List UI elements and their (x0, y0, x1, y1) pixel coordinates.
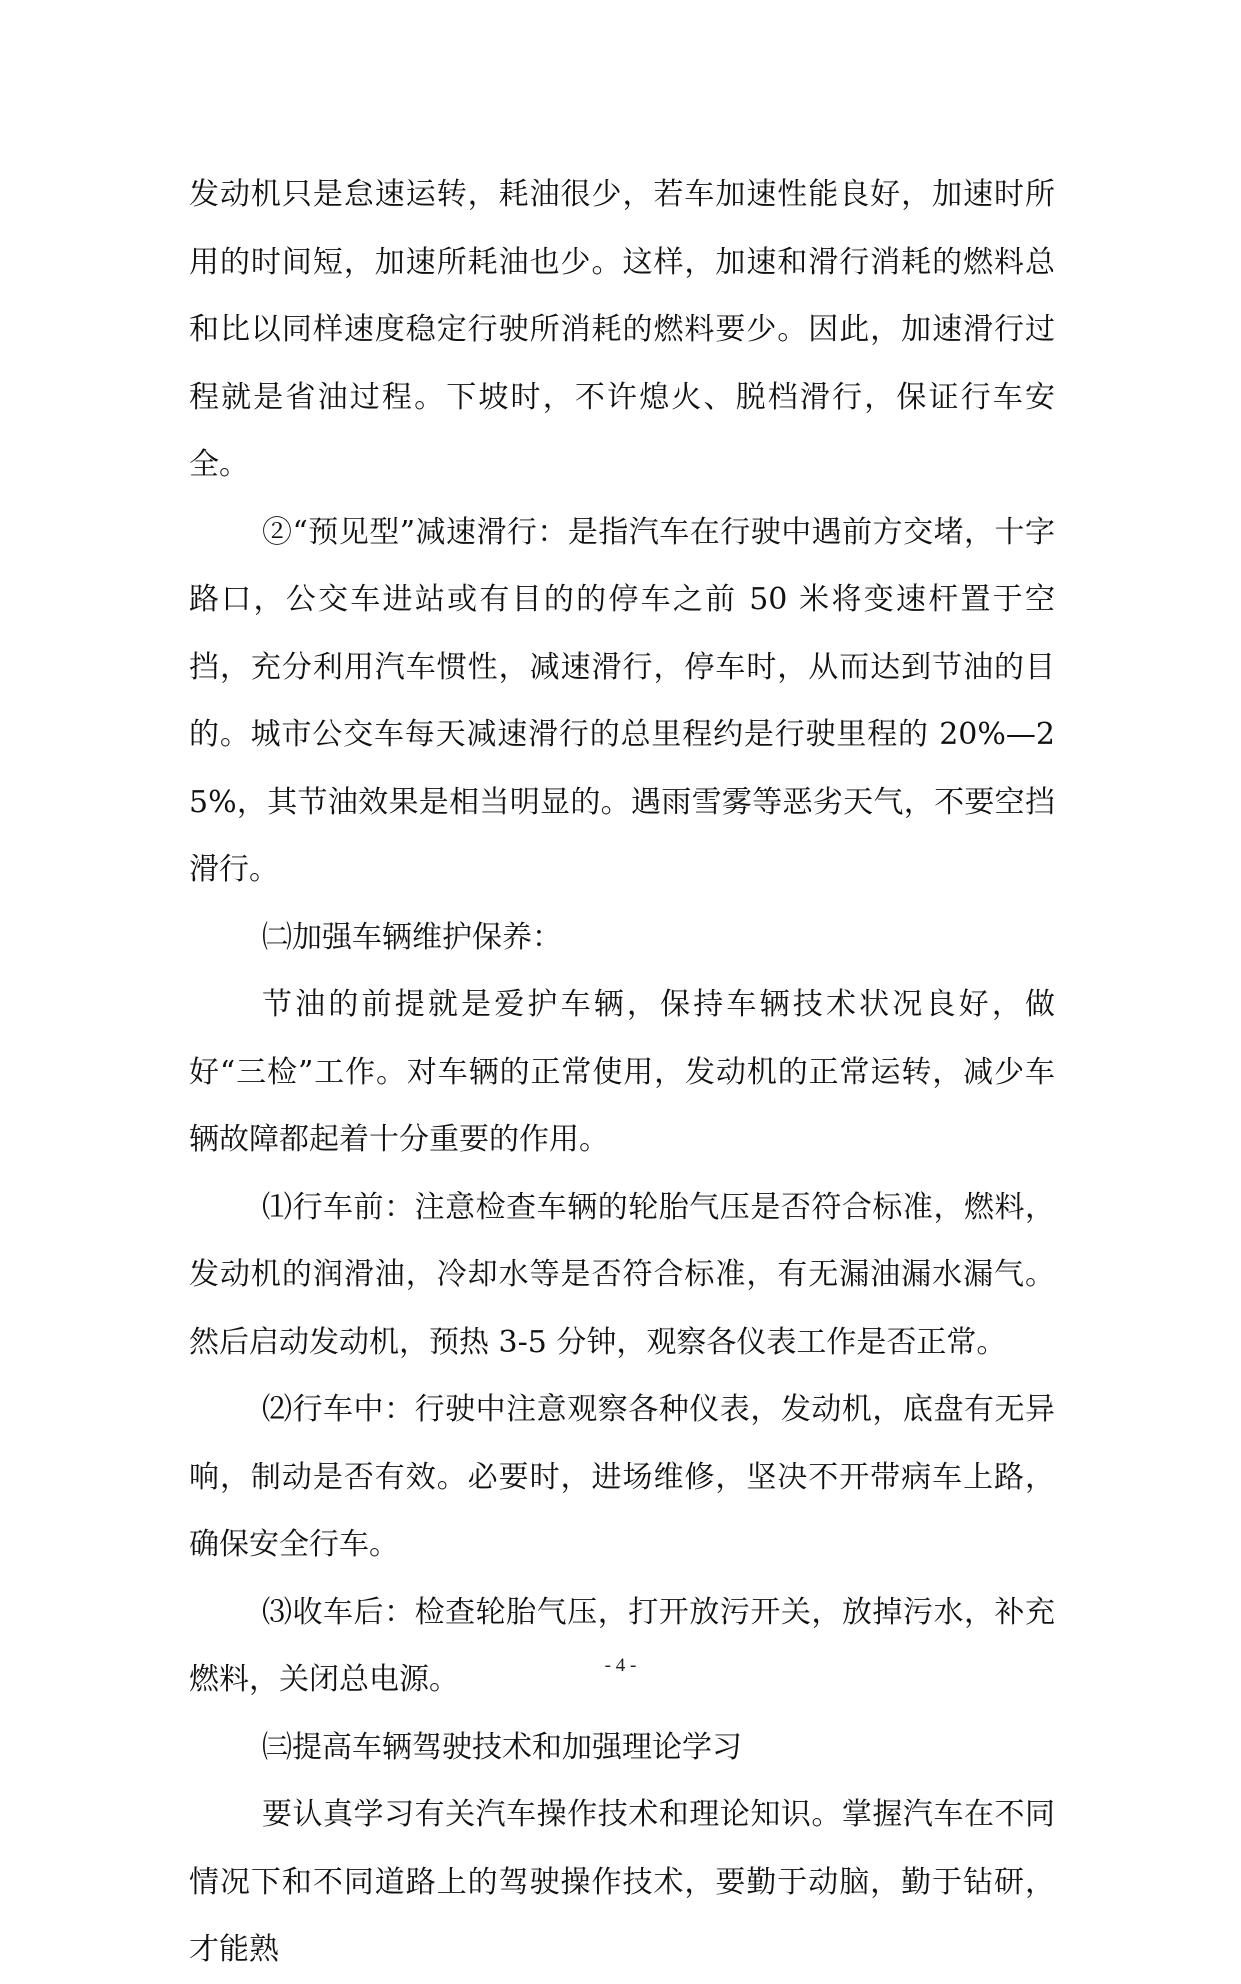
paragraph-during-driving: ⑵行车中：行驶中注意观察各种仪表，发动机，底盘有无异响，制动是否有效。必要时，进场维修，坚决不开带病车上路，确保安全行车。 (189, 1392, 1055, 1562)
paragraph-maintenance-intro: 节油的前提就是爱护车辆，保持车辆技术状况良好，做好“三检”工作。对车辆的正常使用，发动机的正常运转，减少车辆故障都起着十分重要的作用。 (189, 987, 1055, 1157)
paragraph-after-driving: ⑶收车后：检查轮胎气压，打开放污开关，放掉污水，补充燃料，关闭总电源。 (189, 1594, 1055, 1697)
paragraph-predictive-coasting: ②“预见型”减速滑行：是指汽车在行驶中遇前方交堵，十字路口，公交车进站或有目的的停车之前 50 米将变速杆置于空挡，充分利用汽车惯性，减速滑行，停车时，从而达到节油的目的。城市公交车每天减速滑行的总里程约是行驶里程的 20%—25%，其节油效果是相当明显的。遇雨雪雾等恶劣天气，不要空挡滑行。 (189, 514, 1055, 887)
paragraph-learning: 要认真学习有关汽车操作技术和理论知识。掌握汽车在不同情况下和不同道路上的驾驶操作技术，要勤于动脑，勤于钻研，才能熟 (189, 1797, 1055, 1967)
page-number: - 4 - (604, 1655, 637, 1676)
document-body (189, 161, 1055, 1984)
paragraph-before-driving: ⑴行车前：注意检查车辆的轮胎气压是否符合标准，燃料，发动机的润滑油，冷却水等是否符合标准，有无漏油漏水漏气。然后启动发动机，预热 3-5 分钟，观察各仪表工作是否正常。 (189, 1189, 1055, 1360)
paragraph-continuation: 发动机只是怠速运转，耗油很少，若车加速性能良好，加速时所用的时间短，加速所耗油也少。这样，加速和滑行消耗的燃料总和比以同样速度稳定行驶所消耗的燃料要少。因此，加速滑行过程就是省油过程。下坡时，不许熄火、脱档滑行，保证行车安全。 (189, 177, 1055, 482)
section-heading-maintenance: ㈡加强车辆维护保养： (262, 919, 562, 955)
section-heading-learning: ㈢提高车辆驾驶技术和加强理论学习 (262, 1729, 742, 1765)
